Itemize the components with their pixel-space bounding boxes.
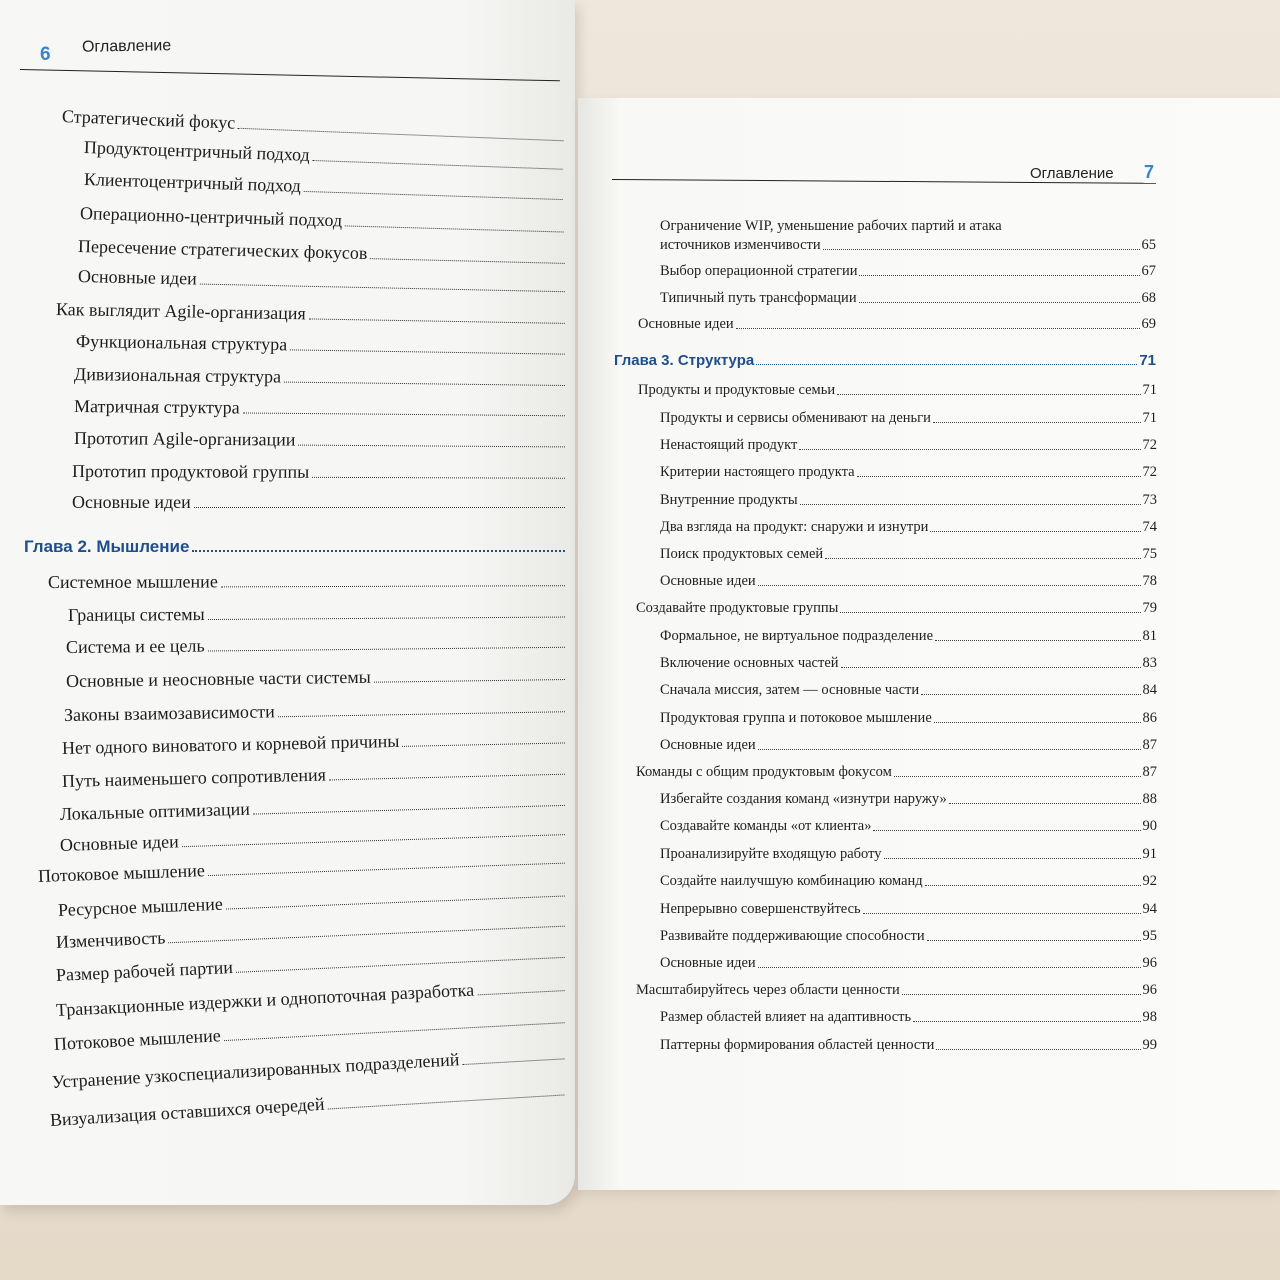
toc-entry[interactable]: Визуализация оставшихся очередей bbox=[49, 1079, 567, 1131]
right-page-header: Оглавление bbox=[1030, 165, 1114, 182]
toc-chapter-3[interactable]: Глава 3. Структура 71 bbox=[614, 352, 1156, 369]
toc-entry[interactable]: Системное мышление bbox=[48, 570, 568, 593]
toc-entry-line-1[interactable]: Ограничение WIP, уменьшение рабочих партий и атака bbox=[660, 218, 1002, 234]
toc-entry[interactable]: Формальное, не виртуальное подразделение 81 bbox=[660, 628, 1157, 644]
toc-entry[interactable]: Два взгляда на продукт: снаружи и изнутри 74 bbox=[660, 519, 1157, 535]
toc-entry[interactable]: Нет одного виноватого и корневой причины bbox=[62, 727, 568, 759]
toc-entry[interactable]: Локальные оптимизации bbox=[60, 790, 568, 825]
toc-entry[interactable]: Операционно-центричный подход bbox=[80, 203, 567, 238]
toc-entry[interactable]: Путь наименьшего сопротивления bbox=[62, 759, 568, 792]
toc-entry[interactable]: Функциональная структура bbox=[76, 331, 568, 360]
left-page-number: 6 bbox=[40, 44, 51, 65]
toc-entry[interactable]: Создавайте команды «от клиента» 90 bbox=[660, 818, 1157, 834]
toc-entry[interactable]: Развивайте поддерживающие способности 95 bbox=[660, 928, 1157, 944]
toc-entry[interactable]: Продуктоцентричный подход bbox=[84, 137, 566, 175]
toc-entry[interactable]: Команды с общим продуктовым фокусом 87 bbox=[636, 764, 1157, 780]
toc-entry[interactable]: Прототип продуктовой группы bbox=[72, 461, 568, 484]
toc-entry[interactable]: Сначала миссия, затем — основные части 84 bbox=[660, 682, 1157, 698]
toc-entry[interactable]: Выбор операционной стратегии 67 bbox=[660, 263, 1156, 279]
right-page bbox=[578, 98, 1280, 1190]
toc-entry[interactable]: Продукты и продуктовые семьи 71 bbox=[638, 382, 1157, 398]
toc-entry[interactable]: Изменчивость bbox=[56, 911, 568, 953]
toc-entry[interactable]: Масштабируйтесь через области ценности 96 bbox=[636, 982, 1157, 998]
toc-entry[interactable]: Пересечение стратегических фокусов bbox=[78, 236, 568, 269]
toc-chapter-2[interactable]: Глава 2. Мышление bbox=[24, 537, 568, 557]
toc-entry[interactable]: Основные идеи bbox=[78, 266, 568, 297]
toc-entry[interactable]: Основные идеи 69 bbox=[638, 316, 1156, 332]
toc-entry[interactable]: Ресурсное мышление bbox=[58, 880, 568, 921]
toc-entry[interactable]: Система и ее цель bbox=[66, 632, 568, 658]
toc-entry[interactable]: Внутренние продукты 73 bbox=[660, 492, 1157, 508]
toc-entry[interactable]: Потоковое мышление bbox=[53, 1007, 567, 1055]
toc-entry[interactable]: Основные идеи 87 bbox=[660, 737, 1157, 753]
toc-entry[interactable]: Основные идеи 96 bbox=[660, 955, 1157, 971]
toc-entry[interactable]: Основные и неосновные части системы bbox=[66, 664, 568, 692]
toc-entry[interactable]: Продукты и сервисы обменивают на деньги 71 bbox=[660, 410, 1157, 426]
toc-entry[interactable]: Законы взаимозависимости bbox=[64, 696, 568, 726]
toc-entry[interactable]: источников изменчивости 65 bbox=[660, 237, 1156, 253]
toc-entry[interactable]: Потоковое мышление bbox=[38, 848, 568, 887]
toc-entry[interactable]: Основные идеи bbox=[60, 819, 568, 856]
toc-entry[interactable]: Создавайте продуктовые группы 79 bbox=[636, 600, 1157, 616]
toc-entry[interactable]: Дивизиональная структура bbox=[74, 364, 568, 391]
toc-entry[interactable]: Устранение узкоспециализированных подразделений bbox=[51, 1043, 567, 1093]
toc-entry[interactable]: Размер областей влияет на адаптивность 98 bbox=[660, 1009, 1157, 1025]
toc-entry[interactable]: Стратегический фокус bbox=[62, 106, 567, 146]
toc-entry[interactable]: Границы системы bbox=[68, 602, 568, 626]
right-page-number: 7 bbox=[1144, 162, 1155, 182]
toc-entry[interactable]: Основные идеи 78 bbox=[660, 573, 1157, 589]
toc-entry[interactable]: Продуктовая группа и потоковое мышление 86 bbox=[660, 710, 1157, 726]
toc-entry[interactable]: Типичный путь трансформации 68 bbox=[660, 290, 1156, 306]
toc-entry[interactable]: Непрерывно совершенствуйтесь 94 bbox=[660, 901, 1157, 917]
toc-entry[interactable]: Основные идеи bbox=[72, 492, 568, 513]
toc-entry[interactable]: Как выглядит Agile-организация bbox=[56, 299, 568, 329]
toc-entry[interactable]: Матричная структура bbox=[74, 396, 568, 421]
toc-entry[interactable]: Транзакционные издержки и однопоточная разработка bbox=[55, 975, 567, 1021]
left-header-rule bbox=[20, 69, 560, 81]
toc-entry[interactable]: Проанализируйте входящую работу 91 bbox=[660, 846, 1157, 862]
left-page bbox=[0, 0, 575, 1205]
toc-entry[interactable]: Избегайте создания команд «изнутри наружу» 88 bbox=[660, 791, 1157, 807]
toc-entry[interactable]: Клиентоцентричный подход bbox=[84, 169, 566, 205]
toc-entry[interactable]: Включение основных частей 83 bbox=[660, 655, 1157, 671]
toc-entry[interactable]: Поиск продуктовых семей 75 bbox=[660, 546, 1157, 562]
toc-entry[interactable]: Критерии настоящего продукта 72 bbox=[660, 464, 1157, 480]
toc-entry[interactable]: Прототип Agile-организации bbox=[74, 428, 568, 452]
left-page-header: Оглавление bbox=[81, 37, 172, 56]
toc-entry[interactable]: Паттерны формирования областей ценности 99 bbox=[660, 1037, 1157, 1053]
toc-entry[interactable]: Размер рабочей партии bbox=[56, 942, 568, 986]
toc-entry[interactable]: Создайте наилучшую комбинацию команд 92 bbox=[660, 873, 1157, 889]
toc-entry[interactable]: Ненастоящий продукт 72 bbox=[660, 437, 1157, 453]
